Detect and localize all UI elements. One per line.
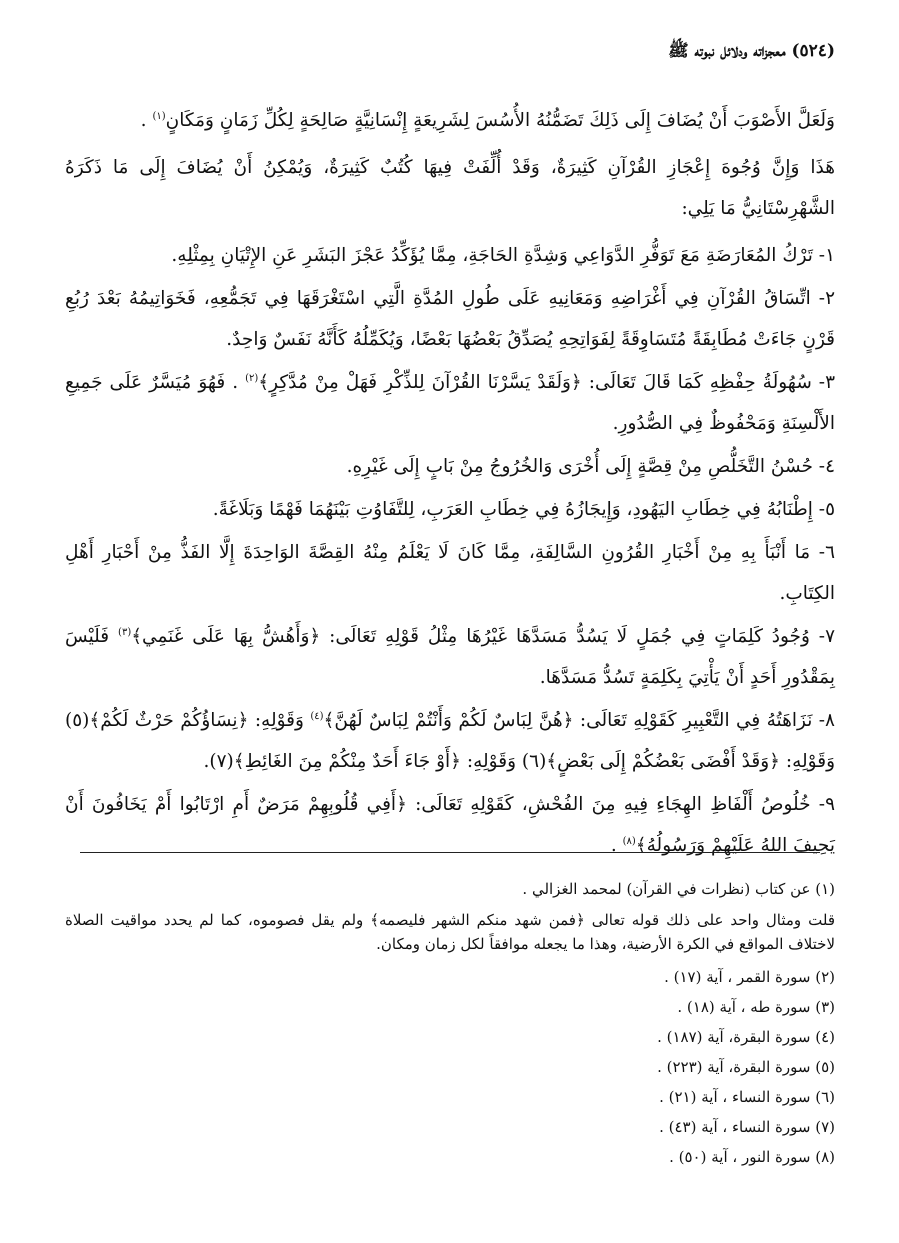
footnote-ref-8[interactable]: (٨)	[622, 835, 636, 847]
list-item: ٤- حُسْنُ التَّخَلُّصِ مِنْ قِصَّةٍ إِلَى أُخْرَى وَالخُرُوجُ مِنْ بَابٍ إِلَى غَيْرِهِ.	[346, 456, 835, 477]
list-item: ١- تَرْكُ المُعَارَضَةِ مَعَ تَوَفُّرِ الدَّوَاعِي وَشِدَّةِ الحَاجَةِ، مِمَّا يُؤَكِّدُ عَجْزَ البَشَرِ عَنِ الإِتْيَانِ بِمِثْلِهِ.	[171, 245, 835, 266]
footnote-ref-3[interactable]: (٣)	[118, 626, 132, 638]
footnote-ref-2[interactable]: (٢)	[245, 372, 259, 384]
footnote-5: (٥) سورة البقرة، آية (٢٢٣) .	[657, 1058, 835, 1076]
lead-paragraph: هَذَا وَإِنَّ وُجُوهَ إِعْجَازِ القُرْآنِ كَثِيرَةٌ، وَقَدْ أُلِّفَتْ فِيهَا كُتُبٌ كَثِيرَةٌ، وَيُمْكِنُ أَنْ يُضَافَ إِلَى مَا ذَكَرَهُ الشَّهْرِسْتَانِيُّ مَا يَلِي:	[65, 157, 835, 219]
running-header: (٥٢٤) معجزاته ودلائل نبوته ﷺ	[668, 41, 835, 61]
footnote-8: (٨) سورة النور ، آية (٥٠) .	[669, 1148, 835, 1166]
footnote-1: (١) عن كتاب (نظرات في القرآن) لمحمد الغزالي .	[522, 880, 835, 898]
footnote-ref-1[interactable]: (١)	[152, 110, 166, 122]
list-item: ٣- سُهُولَةُ حِفْظِهِ كَمَا قَالَ تَعَالَى: ﴿وَلَقَدْ يَسَّرْنَا القُرْآنَ لِلذِّكْرِ فَهَلْ مِنْ مُدَّكِرٍ﴾$^{(٢)}$ . فَهُوَ مُيَسَّرٌ عَلَى جَمِيعِ الأَلْسِنَةِ وَمَحْفُوظٌ فِي الصُّدُورِ.	[65, 372, 835, 434]
footnote-3: (٣) سورة طه ، آية (١٨) .	[677, 998, 835, 1016]
footnote-7: (٧) سورة النساء ، آية (٤٣) .	[659, 1118, 835, 1136]
footnote-6: (٦) سورة النساء ، آية (٢١) .	[659, 1088, 835, 1106]
footnote-1-note: قلت ومثال واحد على ذلك قوله تعالى ﴿فمن شهد منكم الشهر فليصمه﴾ ولم يقل فصوموه، كما لم يحدد مواقيت الصلاة لاختلاف المواقع في الكرة الأرضية، وهذا ما يجعله موافقاً لكل زمان ومكان.	[65, 911, 835, 953]
footnote-2: (٢) سورة القمر ، آية (١٧) .	[664, 968, 835, 986]
list-item: ٧- وُجُودُ كَلِمَاتٍ فِي جُمَلٍ لَا يَسُدُّ مَسَدَّهَا غَيْرُهَا مِثْلُ قَوْلِهِ تَعَالَى: ﴿وَأَهُشُّ بِهَا عَلَى غَنَمِي﴾$^{(٣)}$ فَلَيْسَ بِمَقْدُورِ أَحَدٍ أَنْ يَأْتِيَ بِكَلِمَةٍ تَسُدُّ مَسَدَّهَا.	[65, 626, 835, 688]
footnote-divider	[80, 852, 820, 853]
footnote-4: (٤) سورة البقرة، آية (١٨٧) .	[657, 1028, 835, 1046]
list-item: ٨- نَزَاهَتُهُ فِي التَّعْبِيرِ كَقَوْلِهِ تَعَالَى: ﴿هُنَّ لِبَاسٌ لَكُمْ وَأَنْتُمْ لِبَاسٌ لَهُنَّ﴾$^{(٤)}$ وَقَوْلِهِ: ﴿نِسَاؤُكُمْ حَرْثٌ لَكُمْ﴾(٥) وَقَوْلِهِ: ﴿وَقَدْ أَفْضَى بَعْضُكُمْ إِلَى بَعْضٍ﴾(٦) وَقَوْلِهِ: ﴿أَوْ جَاءَ أَحَدٌ مِنْكُمْ مِنَ الغَائِطِ﴾(٧).	[65, 710, 835, 772]
footnote-ref-4[interactable]: (٤)	[310, 710, 324, 722]
list-item: ٥- إِطْنَابُهُ فِي خِطَابِ اليَهُودِ، وَإِيجَازُهُ فِي خِطَابِ العَرَبِ، لِلتَّفَاوُتِ بَيْنَهُمَا فَهْمًا وَبَلَاغَةً.	[212, 499, 835, 520]
footnotes	[65, 878, 835, 1176]
main-text	[65, 100, 835, 868]
list-item: ٢- اتِّسَاقُ القُرْآنِ فِي أَغْرَاضِهِ وَمَعَانِيهِ عَلَى طُولِ المُدَّةِ الَّتِي اسْتَغْرَقَهَا فِي تَجَمُّعِهِ، فَخَوَاتِيمُهُ بَعْدَ رُبُعِ قَرْنٍ جَاءَتْ مُطَابِقَةً مُتَسَاوِقَةً لِفَوَاتِحِهِ يُصَدِّقُ بَعْضُهَا بَعْضًا، وَيُكَمِّلُهُ كَأَنَّهُ نَفَسٌ وَاحِدٌ.	[65, 288, 835, 350]
list-item: ٦- مَا أَنْبَأَ بِهِ مِنْ أَخْبَارِ القُرُونِ السَّالِفَةِ، مِمَّا كَانَ لَا يَعْلَمُ مِنْهُ القِصَّةَ الوَاحِدَةَ إِلَّا الفَذُّ مِنْ أَحْبَارِ أَهْلِ الكِتَابِ.	[65, 542, 835, 604]
intro-paragraph: وَلَعَلَّ الأَصْوَبَ أَنْ يُضَافَ إِلَى ذَلِكَ تَضَمُّنُهُ الأُسُسَ لِشَرِيعَةٍ إِنْسَانِيَّةٍ صَالِحَةٍ لِكُلِّ زَمَانٍ وَمَكَانٍ$^{(١)}$ .	[140, 110, 835, 131]
list-item: ٩- خُلُوصُ أَلْفَاظِ الهِجَاءِ فِيهِ مِنَ الفُحْشِ، كَقَوْلِهِ تَعَالَى: ﴿أَفِي قُلُوبِهِمْ مَرَضٌ أَمِ ارْتَابُوا أَمْ يَخَافُونَ أَنْ يَحِيفَ اللهُ عَلَيْهِمْ وَرَسُولُهُ﴾$^{(٨)}$ .	[65, 794, 835, 856]
